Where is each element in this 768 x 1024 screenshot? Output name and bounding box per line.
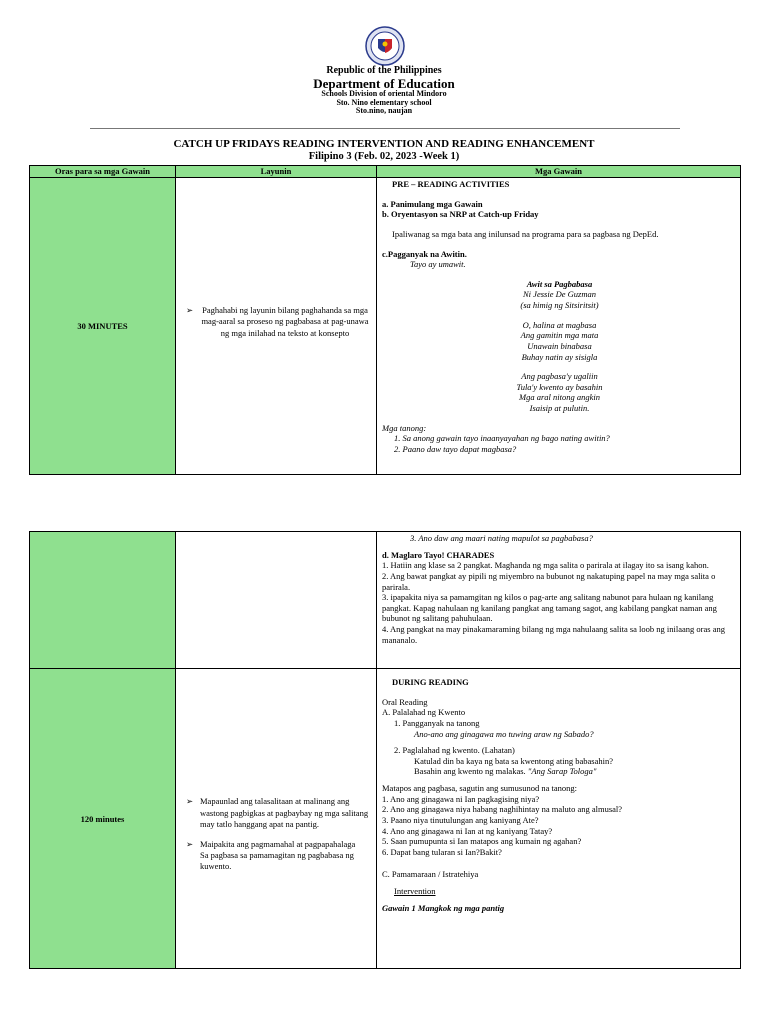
- header-time: Oras para sa mga Gawain: [30, 166, 176, 178]
- verse-line: Ang pagbasa'y ugaliin: [521, 371, 598, 382]
- questions-label: Mga tanong:: [382, 422, 427, 433]
- comprehension-question: 5. Saan pumupunta si Ian matapos ang kumain ng agahan?: [382, 836, 582, 847]
- address-line: Sto.nino, naujan: [355, 105, 413, 115]
- objective-item: ➢ Maipakita ang pagmamahal at pagpapahalaga Sa pagbasa sa pamamagitan ng pagbabasa ng kuwento.: [186, 838, 356, 872]
- during-reading-heading: DURING READING: [392, 677, 469, 687]
- oral-reading-label: Oral Reading: [382, 696, 428, 707]
- time-label: 120 minutes: [80, 813, 125, 824]
- verse-line: Mga aral nitong angkin: [519, 392, 600, 403]
- letterhead: [0, 66, 768, 115]
- question-item: 2. Paano daw tayo dapat magbasa?: [394, 443, 517, 454]
- intervention-label: Intervention: [394, 886, 436, 896]
- header-activities: Mga Gawain: [377, 166, 741, 178]
- title-main: CATCH UP FRIDAYS READING INTERVENTION AND READING ENHANCEMENT: [173, 138, 595, 150]
- step-a: A. Palalahad ng Kwento: [382, 707, 466, 718]
- activities-cell: [377, 669, 741, 969]
- objective-cell-continued: [176, 532, 377, 669]
- song-tune: (sa himig ng Sitsiritsit): [520, 300, 599, 310]
- story-title: "Ang Sarap Tologa": [527, 766, 597, 777]
- time-cell: [30, 178, 176, 475]
- activity-a: a. Panimulang mga Gawain: [382, 198, 483, 209]
- title-sub: Filipino 3 (Feb. 02, 2023 -Week 1): [308, 150, 460, 162]
- verse-line: O, halina at magbasa: [522, 319, 597, 330]
- story-prompt: Katulad din ba kaya ng bata sa kwentong ating babasahin?: [414, 755, 613, 766]
- activity-b: b. Oryentasyon sa NRP at Catch-up Friday: [382, 209, 539, 220]
- department-line: Department of Education: [313, 75, 455, 91]
- lesson-plan-table-page1: [29, 165, 741, 475]
- comprehension-question: 1. Ano ang ginagawa ni Ian pagkagising niya?: [382, 793, 540, 804]
- charades-step: 2. Ang bawat pangkat ay pipili ng miyembro na bubunot ng nakatuping papel na may mga salita o parirala.: [382, 570, 716, 592]
- charades-heading: d. Maglaro Tayo! CHARADES: [382, 549, 495, 560]
- verse-line: Tula'y kwento ay basahin: [516, 381, 603, 392]
- deped-seal-logo: [365, 26, 405, 66]
- comprehension-question: 6. Dapat bang tularan si Ian?Bakit?: [382, 846, 502, 857]
- time-label: 30 MINUTES: [77, 321, 128, 331]
- verse-line: Ang gamitin mga mata: [520, 330, 599, 341]
- question-item: 1. Sa anong gawain tayo inaanyayahan ng bago nating awitin?: [394, 433, 610, 444]
- verse-line: Buhay natin ay sisigla: [521, 351, 598, 362]
- division-line: Schools Division of oriental Mindoro: [321, 89, 447, 99]
- orientation-text: Ipaliwanag sa mga bata ang inilunsad na programa para sa pagbasa ng DepEd.: [392, 228, 659, 239]
- objective-item: ➢ Paghahabi ng layunin bilang paghahanda sa mga mag-aaral sa proseso ng pagbabasa at pag-unawa ng mga inilahad na teksto at konsepto: [186, 304, 369, 338]
- lesson-plan-table-page2: [29, 531, 741, 969]
- activity-1-title: Gawain 1 Mangkok ng mga pantig: [382, 902, 505, 913]
- time-cell-continued: [30, 532, 176, 669]
- comprehension-question: 2. Ano ang ginagawa niya habang naghihintay na maluto ang almusal?: [382, 804, 623, 815]
- step-a1: 1. Pangganyak na tanong: [394, 717, 480, 728]
- document-title: [0, 139, 768, 162]
- arrow-bullet-icon: ➢: [186, 796, 194, 807]
- strategy-heading: C. Pamamaraan / Istratehiya: [382, 869, 479, 880]
- question-item: 3. Ano daw ang maari nating mapulot sa pagbabasa?: [410, 533, 593, 543]
- charades-step: 3. ipapakita niya sa pamamgitan ng kilos o pag-arte ang salitang nabunot para hulaan ng kanilang pangkat. Kapag nahulaan ng kanilang pangkat ang tamang sagot, ang kabilang pangkat naman ang bubunot ng salitang pahuhulaan.: [382, 592, 717, 624]
- comprehension-question: 4. Ano ang ginagawa ni Ian at ng kaniyang Tatay?: [382, 825, 553, 836]
- activities-cell: [377, 178, 741, 475]
- song-author: Ni Jessie De Guzman: [523, 289, 596, 300]
- sing-prompt: Tayo ay umawit.: [410, 259, 466, 270]
- verse-line: Isaisip at pulutin.: [529, 403, 590, 413]
- header-divider: [90, 128, 680, 129]
- after-reading-prompt: Matapos ang pagbasa, sagutin ang sumusunod na tanong:: [382, 783, 577, 793]
- step-a2: 2. Paglalahad ng kwento. (Lahatan): [394, 745, 515, 756]
- school-line: Sto. Nino elementary school: [336, 97, 432, 107]
- story-instruction: Basahin ang kwento ng malakas. "Ang Sarap Tologa": [414, 766, 597, 777]
- republic-line: Republic of the Philippines: [326, 65, 442, 76]
- song-title: Awit sa Pagbabasa: [526, 278, 593, 289]
- objective-cell: [176, 669, 377, 969]
- verse-line: Unawain binabasa: [527, 340, 592, 351]
- time-cell: [30, 669, 176, 969]
- header-objective: Layunin: [176, 166, 377, 178]
- comprehension-question: 3. Paano niya tinutulungan ang kaniyang Ate?: [382, 814, 539, 825]
- arrow-bullet-icon: ➢: [186, 304, 194, 315]
- activities-cell-continued: [377, 532, 741, 669]
- charades-step: 4. Ang pangkat na may pinakamaraming bilang ng mga nahulaang salita sa loob ng inilaang oras ang mananalo.: [382, 624, 725, 645]
- objective-cell: [176, 178, 377, 475]
- charades-step: 1. Hatiin ang klase sa 2 pangkat. Maghanda ng mga salita o parirala at ilagay ito sa isang kahon.: [382, 560, 709, 571]
- pre-reading-heading: PRE – READING ACTIVITIES: [392, 179, 510, 189]
- motivation-question: Ano-ano ang ginagawa mo tuwing araw ng Sabado?: [414, 728, 594, 739]
- objective-item: ➢ Mapaunlad ang talasalitaan at malinang ang wastong pagbigkas at pagbaybay ng mga salitang may tatlo hanggang apat na pantig.: [186, 796, 369, 830]
- arrow-bullet-icon: ➢: [186, 838, 194, 849]
- activity-c: c.Pagganyak na Awitin.: [382, 248, 467, 259]
